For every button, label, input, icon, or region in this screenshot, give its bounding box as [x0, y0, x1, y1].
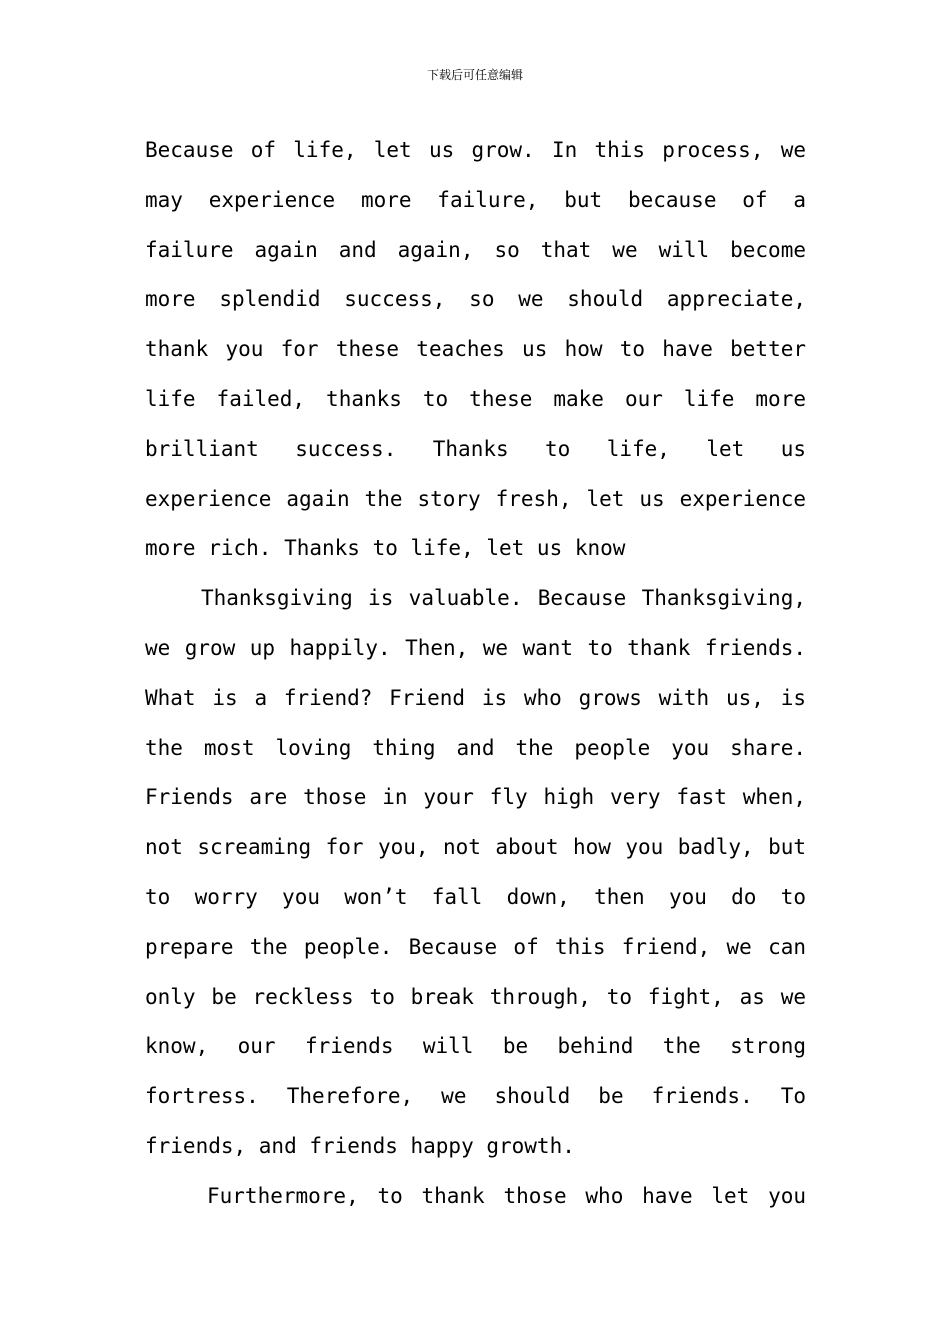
text-line: more splendid success, so we should appreciate, — [145, 287, 806, 312]
text-line: prepare the people. Because of this friend, we can — [145, 934, 806, 959]
text-line: Friends are those in your fly high very fast when, — [145, 785, 806, 810]
text-line: life failed, thanks to these make our life more — [145, 386, 806, 411]
text-line: Because of life, let us grow. In this process, we — [145, 138, 806, 162]
text-line: may experience more failure, but because of a — [145, 187, 806, 212]
paragraph — [145, 126, 806, 574]
paragraph — [145, 574, 806, 1172]
paragraph — [145, 1172, 806, 1222]
text-line: friends, and friends happy growth. — [145, 1133, 575, 1158]
text-line: Thanksgiving is valuable. Because Thanksgiving, — [201, 586, 806, 611]
text-line: only be reckless to break through, to fight, as we — [145, 984, 806, 1009]
text-line: experience again the story fresh, let us experience — [145, 486, 806, 511]
text-line: more rich. Thanks to life, let us know — [145, 536, 626, 561]
text-line: What is a friend? Friend is who grows with us, is — [145, 685, 806, 710]
text-line: brilliant success. Thanks to life, let us — [145, 436, 806, 461]
text-line: to worry you won’t fall down, then you do to — [145, 884, 806, 909]
text-line: we grow up happily. Then, we want to thank friends. — [145, 635, 806, 660]
text-line: Furthermore, to thank those who have let you — [207, 1183, 806, 1208]
text-line: the most loving thing and the people you share. — [145, 735, 806, 760]
document-body — [145, 126, 806, 1222]
text-line: thank you for these teaches us how to have better — [145, 337, 806, 362]
text-line: fortress. Therefore, we should be friends. To — [145, 1084, 806, 1109]
text-line: not screaming for you, not about how you badly, but — [145, 835, 806, 860]
page-header: 下载后可任意编辑 — [426, 68, 523, 82]
text-line: failure again and again, so that we will become — [145, 237, 806, 262]
text-line: know, our friends will be behind the strong — [145, 1034, 806, 1059]
